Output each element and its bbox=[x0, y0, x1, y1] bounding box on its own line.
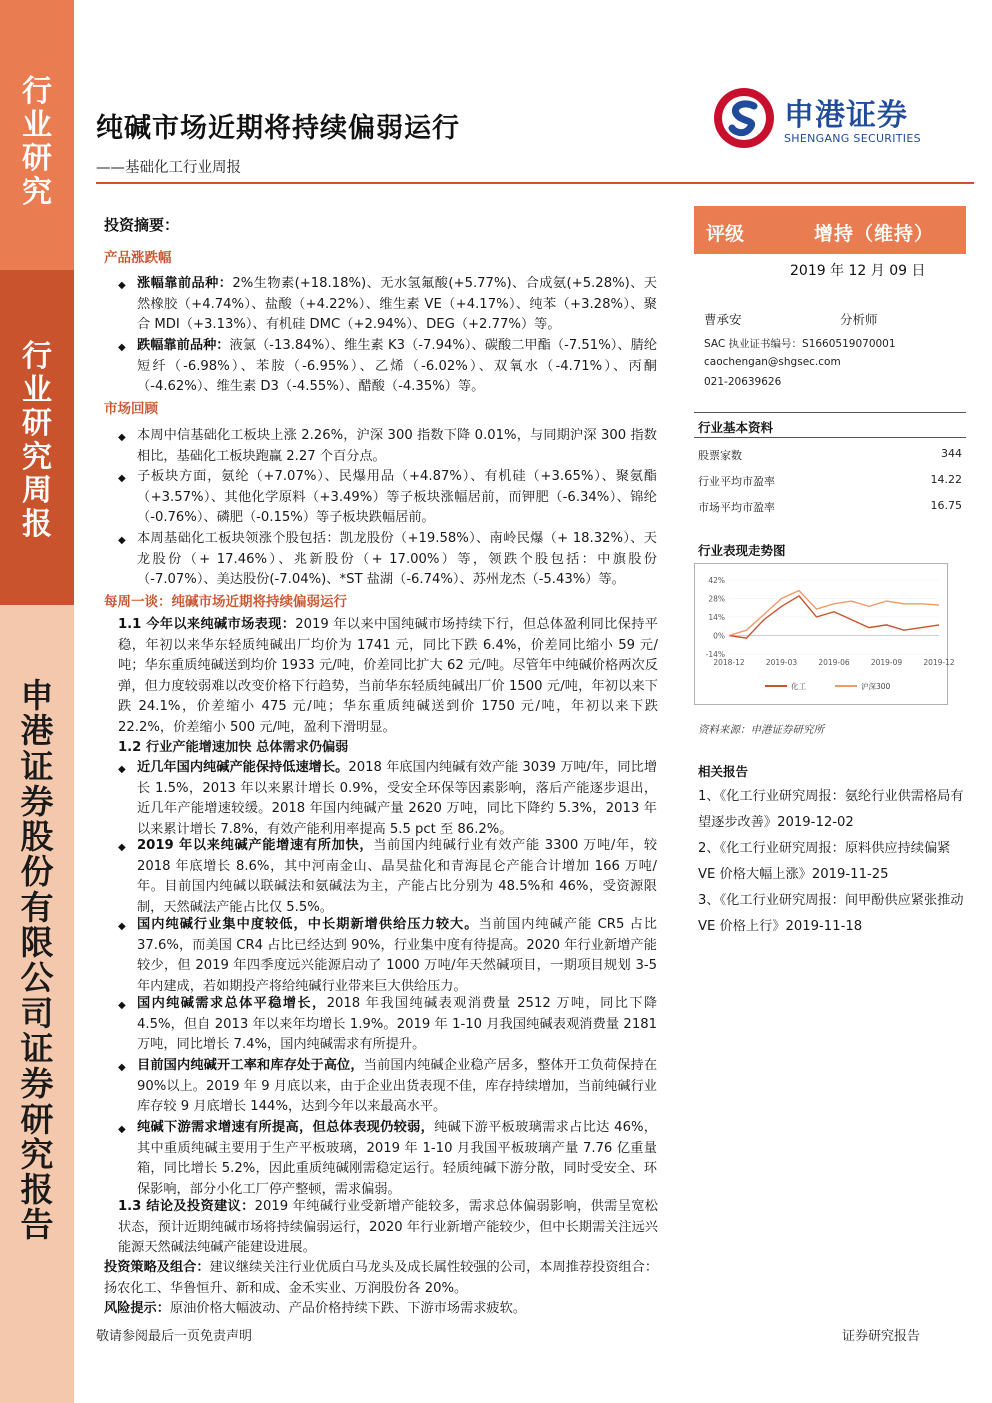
footer-disclaimer: 敬请参阅最后一页免责声明 bbox=[96, 1329, 253, 1344]
downstream-bullet: 纯碱下游需求增速有所提高，但总体表现仍较弱，纯碱下游平板玻璃需求占比达 46%，其中重质纯碱主要用于生产平板玻璃，2019 年 1-10 月我国平板玻璃产量 7.76 亿重量箱，同比增长 5.2%，因此重质纯碱刚需稳定运行。轻质纯碱下游分散，同时受安全、环保影响，部分小化工厂停产整顿，需求偏弱。 bbox=[137, 1120, 657, 1197]
logo-emblem-icon bbox=[712, 86, 776, 150]
section-1-1-paragraph: 1.1 今年以来纯碱市场表现：2019 年以来中国纯碱市场持续下行，但总体盈利同比保持平稳，年初以来华东轻质纯碱出厂均价为 1741 元，同比下跌 6.4%，价差同比缩小 59 元/吨；华东重质纯碱送到均价 1933 元/吨，价差同比扩大 62 元/吨。尽管年中纯碱价格两次反弹，但力度较弱难以改变价格下行趋势，当前华东轻质纯碱出厂价 1500 元/吨，年初以来下跌 24.1%，价差缩小 475 元/吨；华东重质纯碱送到价 1750 元/吨，年初以来下跌 22.2%，价差缩小 500 元/吨，盈利下滑明显。 bbox=[118, 617, 658, 735]
basic-info-heading: 行业基本资料 bbox=[698, 420, 774, 435]
x-tick-label: 2019-06 bbox=[818, 658, 850, 667]
market-review-3: 本周基础化工板块领涨个股包括：凯龙股份（+19.58%）、南岭民爆（+ 18.32%）、天龙股份（+ 17.46%）、兆新股份（+ 17.00%）等，领跌个股包括：中旗股份（-7.07%）、美达股份(-7.04%)、*ST 盐湖（-6.74%）、苏州龙杰（-5.43%）等。 bbox=[137, 531, 657, 588]
performance-chart-heading: 行业表现走势图 bbox=[698, 543, 786, 558]
report-date: 2019 年 12 月 09 日 bbox=[790, 263, 926, 279]
y-tick-label: 28% bbox=[708, 594, 725, 604]
capacity-bullet-1: 近几年国内纯碱产能保持低速增长。2018 年底国内纯碱有效产能 3039 万吨/年，同比增长 1.5%，2013 年以来累计增长 0.9%，受安全环保等因素影响，落后产能逐步退出，近几年产能增速较缓。2018 年国内纯碱产量 2620 万吨，同比下降约 5.3%，2013 年以来累计增长 7.8%，有效产能利用率提高 5.5 pct 至 86.2%。 bbox=[137, 760, 658, 837]
sidebar-top-block bbox=[0, 0, 74, 270]
kv-value-market-pe: 16.75 bbox=[930, 499, 962, 512]
header-divider bbox=[96, 182, 974, 184]
report-title: 纯碱市场近期将持续偏弱运行 bbox=[96, 113, 460, 144]
y-tick-label: -14% bbox=[705, 650, 725, 659]
analyst-name: 曹承安 bbox=[704, 312, 742, 327]
rating-value: 增持（维持） bbox=[814, 223, 935, 245]
bullet-icon: ◆ bbox=[118, 535, 126, 546]
market-review-2: 子板块方面，氨纶（+7.07%）、民爆用品（+4.87%）、有机硅（+3.65%）、聚氨酯（+3.57%）、其他化学原料（+3.49%）等子板块涨幅居前，而钾肥（-6.34%）、锦纶（-0.76%）、磷肥（-0.15%）等子板块跌幅居前。 bbox=[137, 469, 657, 526]
analyst-email: caochengan@shgsec.com bbox=[704, 356, 841, 368]
bullet-icon: ◆ bbox=[118, 1000, 126, 1011]
sidebar-mid-block bbox=[0, 270, 74, 605]
kv-value-stock-count: 344 bbox=[941, 447, 962, 460]
y-tick-label: 14% bbox=[708, 613, 725, 622]
risk-paragraph: 风险提示：原油价格大幅波动、产品价格持续下跌、下游市场需求疲软。 bbox=[104, 1301, 526, 1316]
performance-chart bbox=[694, 563, 955, 705]
x-tick-label: 2019-09 bbox=[870, 658, 903, 667]
bullet-icon: ◆ bbox=[118, 473, 126, 484]
company-logo bbox=[712, 86, 974, 156]
sac-number: SAC 执业证书编号：S1660519070001 bbox=[704, 338, 896, 350]
x-tick-label: 2018-12 bbox=[713, 658, 745, 667]
concentration-bullet: 国内纯碱行业集中度较低，中长期新增供给压力较大。当前国内纯碱产能 CR5 占比 37.6%，而美国 CR4 占比已经达到 90%，行业集中度有待提高。2020 年行业新增产能较少，但 2019 年四季度远兴能源启动了 1000 万吨/年天然碱项目，一期项目规划 3-5 年内建成，若如期投产将给纯碱行业带来巨大供给压力。 bbox=[137, 917, 657, 994]
sidebar-top-text: 行 业 研 究 bbox=[22, 74, 52, 210]
related-reports-heading: 相关报告 bbox=[698, 764, 749, 779]
related-report-item[interactable]: 3、《化工行业研究周报：间甲酚供应紧张推动 VE 价格上行》2019-11-18 bbox=[698, 893, 964, 934]
bullet-icon: ◆ bbox=[118, 342, 126, 353]
kv-value-industry-pe: 14.22 bbox=[930, 473, 962, 486]
strategy-paragraph: 投资策略及组合：建议继续关注行业优质白马龙头及成长属性较强的公司，本周推荐投资组合：扬农化工、华鲁恒升、新和成、金禾实业、万润股份各 20%。 bbox=[104, 1260, 659, 1296]
bullet-icon: ◆ bbox=[118, 1062, 126, 1073]
weekly-talk-heading: 每周一谈：纯碱市场近期将持续偏弱运行 bbox=[104, 594, 347, 610]
market-review-1: 本周中信基础化工板块上涨 2.26%，沪深 300 指数下降 0.01%，与同期沪深 300 指数相比，基础化工板块跑赢 2.27 个百分点。 bbox=[137, 428, 657, 464]
x-tick-label: 2019-03 bbox=[765, 658, 798, 667]
summary-title: 投资摘要： bbox=[104, 216, 180, 234]
related-report-item[interactable]: 2、《化工行业研究周报：原料供应持续偏紧 VE 价格大幅上涨》2019-11-25 bbox=[698, 841, 951, 882]
logo-name: 申港证券 bbox=[784, 98, 908, 133]
legend-label: 沪深300 bbox=[861, 682, 891, 691]
demand-bullet: 国内纯碱需求总体平稳增长，2018 年我国纯碱表观消费量 2512 万吨，同比下降 4.5%，但自 2013 年以来年均增长 1.9%。2019 年 1-10 月我国纯碱表观消费量 2181 万吨，同比增长 7.4%，国内纯碱需求有所提升。 bbox=[137, 996, 658, 1053]
sidebar bbox=[0, 0, 74, 1403]
bullet-icon: ◆ bbox=[118, 921, 126, 932]
sidebar-mid-text: 行 业 研 究 周 报 bbox=[22, 339, 52, 542]
bullet-icon: ◆ bbox=[118, 280, 126, 291]
logo-english-name: SHENGANG SECURITIES bbox=[784, 132, 921, 145]
analyst-phone: 021-20639626 bbox=[704, 376, 782, 388]
bullet-icon: ◆ bbox=[118, 432, 126, 443]
report-subtitle: ——基础化工行业周报 bbox=[96, 160, 241, 176]
product-change-heading: 产品涨跌幅 bbox=[104, 250, 172, 266]
section-1-3-paragraph: 1.3 结论及投资建议：2019 年纯碱行业受新增产能较多，需求总体偏弱影响，供需呈宽松状态，预计近期纯碱市场将持续偏弱运行，2020 年行业新增产能较少，但中长期需关注远兴能源天然碱法纯碱产能建设进展。 bbox=[118, 1199, 658, 1256]
y-tick-label: 42% bbox=[708, 576, 725, 585]
x-tick-label: 2019-12 bbox=[923, 658, 955, 667]
kv-label-industry-pe: 行业平均市盈率 bbox=[698, 475, 775, 488]
inventory-bullet: 目前国内纯碱开工率和库存处于高位，当前国内纯碱企业稳产居多，整体开工负荷保持在 90%以上。2019 年 9 月底以来，由于企业出货表现不佳，库存持续增加，当前纯碱行业库存较 9 月底增长 144%，达到今年以来最高水平。 bbox=[137, 1058, 658, 1115]
capacity-bullet-2: 2019 年以来纯碱产能增速有所加快，当前国内纯碱行业有效产能 3300 万吨/年，较 2018 年底增长 8.6%，其中河南金山、晶昊盐化和青海昆仑产能合计增加 166 万吨/年。目前国内纯碱以联碱法和氨碱法为主，产能占比分别为 48.5%和 46%，受资源限制，天然碱法产能占比仅 5.5%。 bbox=[137, 838, 658, 915]
kv-label-stock-count: 股票家数 bbox=[698, 449, 742, 462]
footer-label: 证券研究报告 bbox=[842, 1329, 921, 1344]
analyst-role: 分析师 bbox=[840, 312, 878, 327]
rating-label: 评级 bbox=[706, 223, 745, 245]
bullet-icon: ◆ bbox=[118, 764, 126, 775]
series-line-1 bbox=[729, 591, 939, 636]
down-products-paragraph: 跌幅靠前品种：液氯（-13.84%）、维生素 K3（-7.94%）、碳酸二甲酯（-7.51%）、腈纶短纤（-6.98%）、苯胺（-6.95%）、乙烯（-6.02%）、双氧水（-4.71%）、丙酮（-4.62%）、维生素 D3（-4.55%）、醋酸（-4.35%）等。 bbox=[137, 338, 658, 395]
sidebar-company-text: 申 港 证 券 股 份 有 限 公 司 证 券 研 究 报 告 bbox=[20, 676, 54, 1245]
bullet-icon: ◆ bbox=[118, 842, 126, 853]
bullet-icon: ◆ bbox=[118, 1124, 126, 1135]
up-products-paragraph: 涨幅靠前品种：2%生物素(+18.18%)、无水氢氟酸(+5.77%)、合成氨(+5.28%)、天然橡胶（+4.74%）、盐酸（+4.22%）、维生素 VE（+4.17%）、纯苯（+3.28%）、聚合 MDI（+3.13%）、有机硅 DMC（+2.94%）、DEG（+2.77%）等。 bbox=[137, 276, 657, 333]
y-tick-label: 0% bbox=[713, 631, 725, 641]
chart-source: 资料来源：申港证券研究所 bbox=[698, 724, 824, 736]
basic-info-rule bbox=[694, 437, 966, 438]
section-1-2-title: 1.2 行业产能增速加快 总体需求仍偏弱 bbox=[118, 740, 349, 755]
basic-info-top-rule bbox=[694, 412, 966, 413]
market-review-heading: 市场回顾 bbox=[104, 401, 158, 417]
rating-box bbox=[694, 206, 966, 254]
kv-label-market-pe: 市场平均市盈率 bbox=[698, 501, 775, 514]
legend-label: 化工 bbox=[791, 682, 806, 691]
related-report-item[interactable]: 1、《化工行业研究周报：氨纶行业供需格局有望逐步改善》2019-12-02 bbox=[698, 789, 964, 830]
performance-chart-svg bbox=[695, 564, 955, 704]
